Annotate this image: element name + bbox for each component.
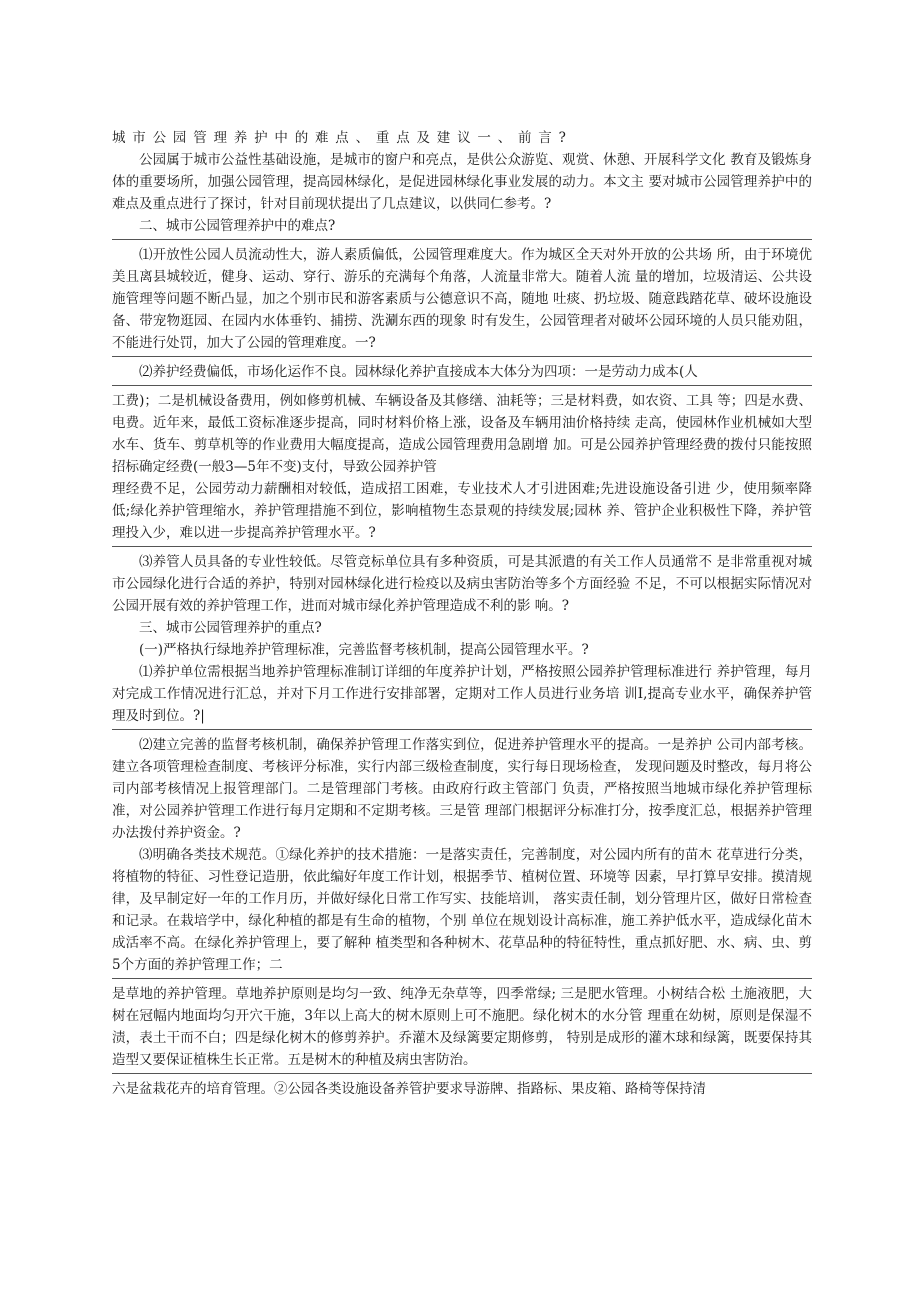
heading-difficulties: 二、城市公园管理养护中的难点? [139,218,336,234]
divider [112,239,812,240]
paragraph-key-2: ⑵建立完善的监督考核机制，确保养护管理工作落实到位，促进养护管理水平的提高。一是养护 公司内部考核。建立各项管理检查制度、考核评分标准，实行内部三级检查制度，实行每日现场检查， 发现问题及时整改，每月将公司内部考核情况上报管理部门。二是管理部门考核。由政府行政主管部门 负责，严格按照当地城市绿化养护管理标准，对公园养护管理工作进行每月定期和不定期考核。三是管 理部门根据评分标准打分，按季度汇总，根据养护管理办法拨付养护资金。? [112,737,812,841]
paragraph-difficulty-2-end: 理经费不足，公园劳动力薪酬相对较低，造成招工困难，专业技术人才引进困难;先进设施设备引进 少，使用频率降低;绿化养护管理缩水，养护管理措施不到位，影响植物生态景观的持续发展;园林 养、管护企业积极性下降，养护管理投入少，难以进一步提高养护管理水平。? [112,481,812,541]
paragraph-key-3: ⑶明确各类技术规范。①绿化养护的技术措施：一是落实责任，完善制度，对公园内所有的苗木 花草进行分类，将植物的特征、习性登记造册，依此编好年度工作计划，根据季节、植树位置、环境等 因素，早打算早安排。摸清规律，及早制定好一年的工作月历，并做好绿化日常工作写实、技能培训， 落实责任制，划分管理片区，做好日常检查和记录。在栽培学中，绿化种植的都是有生命的植物，个别 单位在规划设计高标准，施工养护低水平，造成绿化苗木成活率不高。在绿化养护管理上，要了解种 植类型和各种树木、花草品种的特征特性，重点抓好肥、水、病、虫、剪5个方面的养护管理工作；二 [112,847,812,973]
divider [112,546,812,547]
divider [112,1073,812,1074]
subheading-standards: (一)严格执行绿地养护管理标准，完善监督考核机制，提高公园管理水平。? [139,642,589,658]
document-title: 城市公园管理养护中的难点、重点及建议一、前言? [112,130,573,146]
paragraph-difficulty-1: ⑴开放性公园人员流动性大，游人素质偏低，公园管理难度大。作为城区全天对外开放的公共场 所，由于环境优美且离县城较近，健身、运动、穿行、游乐的充满每个角落，人流量非常大。随着人流 量的增加，垃圾清运、公共设施管理等问题不断凸显，加之个别市民和游客素质与公德意识不高，随地 吐痰、扔垃圾、随意践踏花草、破坏设施设备、带宠物逛园、在园内水体垂钓、捕捞、洗涮东西的现象 时有发生，公园管理者对破坏公园环境的人员只能劝阻，不能进行处罚，加大了公园的管理难度。一? [112,247,812,351]
paragraph-key-1: ⑴养护单位需根据当地养护管理标准制订详细的年度养护计划，严格按照公园养护管理标准进行 养护管理，每月对完成工作情况进行汇总，并对下月工作进行安排部署，定期对工作人员进行业务培 训I,提高专业水平，确保养护管理及时到位。?| [112,664,812,724]
divider [112,978,812,979]
paragraph-difficulty-2-cont: 工费)；二是机械设备费用，例如修剪机械、车辆设备及其修缮、油耗等；三是材料费，如农资、工具 等；四是水费、电费。近年来，最低工资标准逐步提高，同时材料价格上涨，设备及车辆用油价格持续 走高，使园林作业机械如大型水车、货车、剪草机等的作业费用大幅度提高，造成公园管理费用急剧增 加。可是公园养护管理经费的拨付只能按照招标确定经费(一般3—5年不变)支付，导致公园养护管 [112,393,812,475]
document-page [112,127,812,1100]
paragraph-preface: 公园属于城市公益性基础设施，是城市的窗户和亮点，是供公众游览、观赏、休憩、开展科学文化 教育及锻炼身体的重要场所，加强公园管理，提高园林绿化，是促进园林绿化事业发展的动力。本文主 要对城市公园管理养护中的难点及重点进行了探讨，针对目前现状提出了几点建议，以供同仁参考。? [112,152,812,212]
divider [112,729,812,730]
divider [112,356,812,357]
paragraph-key-3-end: 六是盆栽花卉的培育管理。②公园各类设施设备养管护要求导游牌、指路标、果皮箱、路椅等保持清 [112,1081,706,1097]
heading-key-points: 三、城市公园管理养护的重点? [139,620,322,636]
paragraph-difficulty-3: ⑶养管人员具备的专业性较低。尽管竞标单位具有多种资质，可是其派遣的有关工作人员通常不 是非常重视对城市公园绿化进行合适的养护，特别对园林绿化进行检疫以及病虫害防治等多个方面经验 不足，不可以根据实际情况对公园开展有效的养护管理工作，进而对城市绿化养护管理造成不利的影 响。? [112,554,812,614]
paragraph-key-3-cont: 是草地的养护管理。草地养护原则是均匀一致、纯净无杂草等，四季常绿; 三是肥水管理。小树结合松 土施液肥，大树在冠幅内地面均匀开穴干施，3年以上高大的树木原则上可不施肥。绿化树木的水分管 理重在幼树，原则是保湿不渍，表土干而不白；四是绿化树木的修剪养护。乔灌木及绿篱要定期修剪， 特别是成形的灌木球和绿篱，既要保持其造型又要保证植株生长正常。五是树木的种植及病虫害防治。 [112,986,812,1068]
paragraph-difficulty-2-start: ⑵养护经费偏低，市场化运作不良。园林绿化养护直接成本大体分为四项：一是劳动力成本(人 [139,364,698,380]
divider [112,385,812,386]
